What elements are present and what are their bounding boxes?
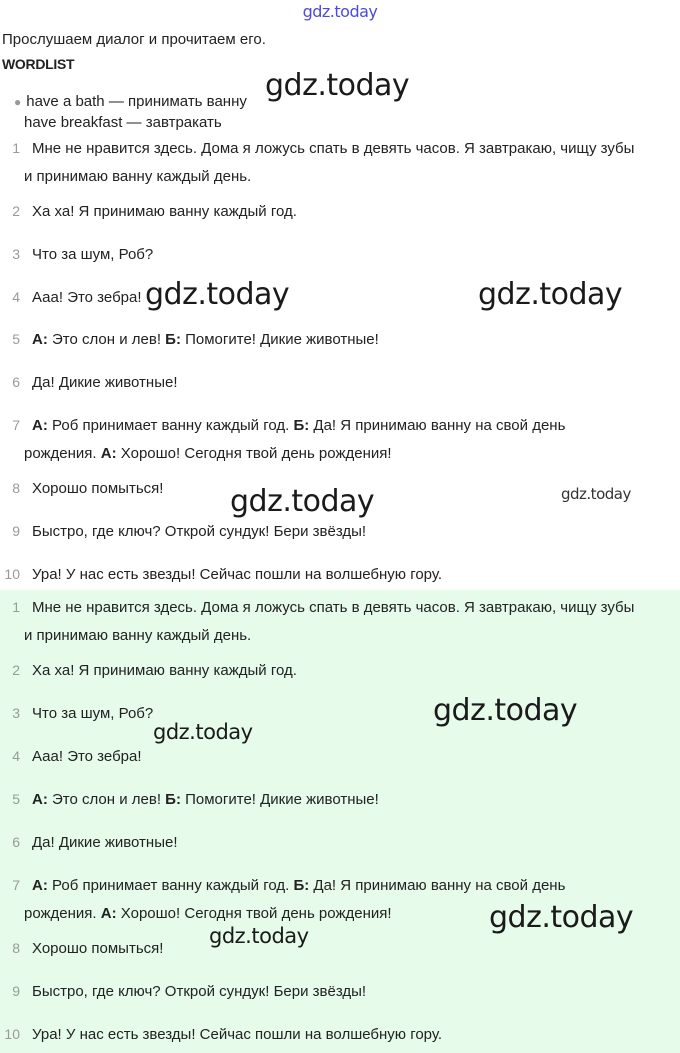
line-text: рождения. А: Хорошо! Сегодня твой день рождения!	[24, 905, 392, 922]
line-text: Мне не нравится здесь. Дома я ложусь спать в девять часов. Я завтракаю, чищу зубы	[32, 599, 635, 616]
intro-text: Прослушаем диалог и прочитаем его.	[2, 31, 266, 48]
line-text: рождения. А: Хорошо! Сегодня твой день рождения!	[24, 445, 392, 462]
line-text: Да! Дикие животные!	[32, 374, 178, 391]
line-text: А: Это слон и лев! Б: Помогите! Дикие животные!	[32, 791, 379, 808]
speaker-label: А:	[32, 417, 48, 434]
line-number: 1	[12, 140, 20, 156]
line-text: А: Роб принимает ванну каждый год. Б: Да! Я принимаю ванну на свой день	[32, 877, 566, 894]
line-number: 6	[12, 834, 20, 850]
line-text: А: Это слон и лев! Б: Помогите! Дикие животные!	[32, 331, 379, 348]
line-text: Хорошо помыться!	[32, 480, 164, 497]
dialogue-section	[0, 134, 680, 590]
speaker-label: А:	[32, 877, 48, 894]
watermark: gdz.today	[153, 720, 253, 744]
line-number: 9	[12, 983, 20, 999]
line-number: 7	[12, 877, 20, 893]
watermark: gdz.today	[433, 693, 578, 728]
wordlist-item-text: have breakfast — завтракать	[24, 114, 222, 131]
line-text: Да! Дикие животные!	[32, 834, 178, 851]
line-number: 5	[12, 331, 20, 347]
speaker-label: Б:	[165, 791, 181, 808]
line-number: 8	[12, 940, 20, 956]
line-number: 4	[12, 748, 20, 764]
line-text: Ха ха! Я принимаю ванну каждый год.	[32, 203, 297, 220]
wordlist-item-text: have a bath — принимать ванну	[26, 93, 247, 110]
watermark: gdz.today	[209, 924, 309, 948]
line-text: Ааа! Это зебра!	[32, 289, 142, 306]
line-text: Ура! У нас есть звезды! Сейчас пошли на волшебную гору.	[32, 1026, 443, 1043]
line-number: 2	[12, 203, 20, 219]
wordlist-item	[14, 93, 247, 110]
line-number: 3	[12, 246, 20, 262]
line-number: 6	[12, 374, 20, 390]
bullet-icon: ●	[14, 95, 22, 109]
line-number: 3	[12, 705, 20, 721]
line-number: 4	[12, 289, 20, 305]
speaker-label: А:	[32, 791, 48, 808]
line-text: Хорошо помыться!	[32, 940, 164, 957]
speaker-label: А:	[32, 331, 48, 348]
line-text: Что за шум, Роб?	[32, 705, 154, 722]
speaker-label: А:	[100, 445, 117, 462]
line-number: 8	[12, 480, 20, 496]
watermark: gdz.today	[489, 900, 634, 935]
watermark: gdz.today	[478, 277, 623, 312]
watermark: gdz.today	[561, 485, 631, 503]
speaker-label: А:	[100, 905, 117, 922]
line-number: 5	[12, 791, 20, 807]
line-text: Ааа! Это зебра!	[32, 748, 142, 765]
wordlist-heading: WORDLIST	[2, 56, 75, 72]
line-number: 10	[4, 566, 20, 582]
line-number: 2	[12, 662, 20, 678]
line-text: Быстро, где ключ? Открой сундук! Бери звёзды!	[32, 983, 367, 1000]
watermark: gdz.today	[230, 484, 375, 519]
top-watermark: gdz.today	[302, 2, 378, 21]
line-text: и принимаю ванну каждый день.	[24, 168, 252, 185]
wordlist-item-cut	[24, 114, 324, 131]
line-number: 1	[12, 599, 20, 615]
line-number: 10	[4, 1026, 20, 1042]
speaker-label: Б:	[293, 877, 310, 894]
line-number: 9	[12, 523, 20, 539]
watermark: gdz.today	[265, 68, 410, 103]
line-number: 7	[12, 417, 20, 433]
dialogue-section-highlighted	[0, 590, 680, 1053]
line-text: Ха ха! Я принимаю ванну каждый год.	[32, 662, 297, 679]
line-text: Что за шум, Роб?	[32, 246, 154, 263]
line-text: и принимаю ванну каждый день.	[24, 627, 252, 644]
line-text: А: Роб принимает ванну каждый год. Б: Да! Я принимаю ванну на свой день	[32, 417, 566, 434]
speaker-label: Б:	[293, 417, 310, 434]
line-text: Быстро, где ключ? Открой сундук! Бери звёзды!	[32, 523, 367, 540]
watermark: gdz.today	[145, 277, 290, 312]
line-text: Мне не нравится здесь. Дома я ложусь спать в девять часов. Я завтракаю, чищу зубы	[32, 140, 635, 157]
speaker-label: Б:	[165, 331, 181, 348]
line-text: Ура! У нас есть звезды! Сейчас пошли на волшебную гору.	[32, 566, 443, 583]
